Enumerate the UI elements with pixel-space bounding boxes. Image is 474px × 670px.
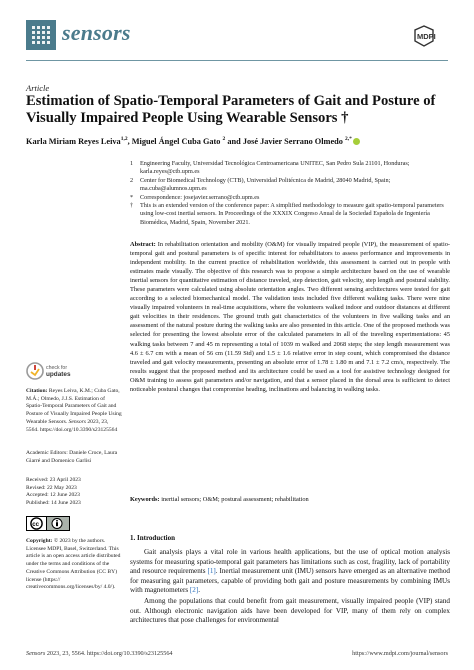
check-label: check for (46, 365, 68, 371)
citation-block (26, 388, 122, 434)
received-date: Received: 23 April 2023 (26, 477, 81, 483)
author-affiliation-mark: 2 (222, 136, 226, 142)
revised-date: Revised: 22 May 2023 (26, 484, 77, 491)
affiliation-mark: † (130, 202, 134, 210)
sensors-logo-icon (26, 20, 56, 50)
paragraph (130, 548, 450, 596)
citation-link[interactable]: [1] (207, 567, 216, 576)
correspondence-text: Correspondence: josejavier.serrano@ctb.upm.es (140, 193, 260, 201)
keywords (130, 495, 450, 504)
copyright-text: © 2023 by the authors. Licensee MDPI, Basel, Switzerland. This article is an open access article distributed under the terms and conditions of the Creative Commons Attribution (CC BY) license (https:// creativecommons.org/licenses/by/ 4.0/). (26, 538, 121, 591)
footer-journal-link[interactable]: https://www.mdpi.com/journal/sensors (352, 650, 448, 657)
footer-journal: Sensors (26, 650, 46, 657)
author-affiliation-mark: 1,2 (120, 136, 128, 142)
mdpi-logo-icon (414, 25, 448, 47)
affiliation-mark: * (130, 193, 134, 201)
published-date: Published: 14 June 2023 (26, 500, 81, 507)
accepted-date: Accepted: 12 June 2023 (26, 492, 80, 499)
journal-header (26, 20, 448, 54)
section-heading: 1. Introduction (130, 534, 175, 542)
author-list (26, 136, 456, 146)
academic-editors: Academic Editors: Daniele Croce, Laura Giarré and Domenico Garlisi (26, 450, 118, 464)
paragraph: Among the populations that could benefit from gait measurement, visually impaired people (VIP) stand out. Although electronic navigation aids have been developed for VIP, many of them rely on complex architectures that pose challenges for environmental (130, 596, 450, 625)
affiliation-mark: 1 (130, 160, 134, 167)
updates-label: updates (46, 371, 71, 378)
author-name: , Miguel Ángel Cuba Gato (127, 136, 221, 146)
affiliation-text: Center for Biomedical Technology (CTB), Universidad Politécnica de Madrid, 28040 Madrid, Spain; ma.cuba@alumnos.upm.es (140, 176, 391, 193)
author-affiliation-mark: 2,* (345, 136, 352, 142)
orcid-icon[interactable] (353, 138, 360, 145)
abstract-label: Abstract: (130, 241, 156, 248)
keywords-label: Keywords: (130, 496, 160, 503)
affiliation-item (130, 194, 450, 202)
author-name: Karla Miriam Reyes Leiva (26, 136, 121, 146)
section-body (130, 548, 450, 627)
affiliation-mark: 2 (130, 176, 134, 184)
paragraph-text: . (198, 586, 201, 595)
affiliation-item (130, 177, 450, 194)
author-name: and José Javier Serrano Olmedo (225, 136, 343, 146)
check-for-updates-icon (26, 362, 44, 380)
svg-text:cc: cc (32, 522, 39, 528)
svg-text:MDPI: MDPI (417, 32, 436, 41)
header-divider (26, 60, 448, 61)
affiliation-item (130, 202, 450, 227)
journal-name: sensors (62, 20, 131, 45)
cc-license-icon[interactable] (26, 516, 70, 531)
conference-note: This is an extended version of the conference paper: A simplified methodology to measure gait spatio-temporal parameters using low-cost inertial sensors. In Proceedings of the XXXIX Congreso Anual de la Sociedad Española de Ingeniería Biomédica, Madrid, Spain, November 2021. (140, 202, 444, 226)
citation-label: Citation: (26, 388, 48, 394)
affiliations (130, 160, 450, 227)
copyright-label: Copyright: (26, 538, 53, 544)
citation-text: Reyes Leiva, K.M.; Cuba Gato, M.Á.; Olmedo, J.J.S. Estimation of Spatio-Temporal Parameters of Gait and Posture of Visually Impaired People Using Wearable Sensors. (26, 388, 122, 425)
paragraph-text: Gait analysis plays a vital role in various health applications, but the use of optical motion analysis systems for measuring spatio-temporal gait parameters has limitations such as cost, fragility, lack of portability and resource requirements (130, 548, 450, 576)
keywords-text: inertial sensors; O&M; postural assessment; rehabilitation (159, 496, 309, 503)
citation-link[interactable]: [2] (189, 586, 199, 595)
abstract-text: In rehabilitation orientation and mobility (O&M) for visually impaired people (VIP), the measurement of spatio-temporal gait and postural parameters is of specific interest for rehabilitators to assess performance and improvements in independent mobility. In the current practice of rehabilitation worldwide, this assessment is carried out in people with estimates made visually. The objective of this research was to propose a simple architecture based on the use of wearable inertial sensors for quantitative estimation of distance traveled, step detection, gait velocity, step length and postural stability. These parameters were calculated using absolute orientation angles. Two different sensing architectures were tested for gait according to a selected biomechanical model. The validation tests included five different walking tasks. There were nine visually impaired volunteers in real-time acquisitions, where the volunteers walked indoor and outdoor distances at different gait velocities in their residences. The ground truth gait characteristics of the volunteers in five walking tasks and an assessment of the natural posture during the walking tasks are also presented in this article. One of the proposed methods was selected for presenting the lowest absolute error of the calculated parameters in all of the traveling experimentations: 45 walking tasks between 7 and 45 m representing a total of 1039 m walked and 2068 steps; the step length measurement was 4.6 ± 6.7 cm with a mean of 56 cm (11.59 Std) and 1.5 ± 1.6 relative error in step count, which compromised the distance traveled and gait velocity measurements, presenting an absolute error of 1.78 ± 1.80 m and 7.1 ± 7.2 cm/s, respectively. The results suggest that the proposed method and its architecture could be used as a tool for assistive technology designed for O&M training to assess gait parameters and/or navigation, and that a sensor placed in the dorsal area is sufficient to detect noticeable postural changes that compromise heading, inclinations and balancing in walking tasks. (130, 241, 450, 393)
page-title: Estimation of Spatio-Temporal Parameters of Gait and Posture of Visually Impaired People Using Wearable Sensors † (26, 93, 436, 126)
article-type: Article (26, 83, 50, 93)
citation-journal: Sensors (68, 418, 86, 425)
footer-citation (26, 650, 173, 657)
citation-doi[interactable]: 2023, 23, 5564. https://doi.org/10.3390/s23125564 (26, 418, 118, 433)
paragraph-text: . Inertial measurement unit (IMU) sensors have emerged as an alternative method for measuring gait parameters, capable of providing both gait and posture measurements by combining IMUs with magnetometers (130, 567, 451, 595)
affiliation-text: Engineering Faculty, Universidad Tecnológica Centroamericana UNITEC, San Pedro Sula 21101, Honduras; karla.reyes@ctb.upm.es (140, 160, 410, 176)
publication-dates (26, 477, 122, 508)
affiliation-item (130, 160, 450, 177)
copyright-notice (26, 538, 124, 592)
check-for-updates-button[interactable] (26, 362, 86, 382)
abstract (130, 240, 450, 394)
footer-doi[interactable]: 2023, 23, 5564. https://doi.org/10.3390/s23125564 (45, 650, 173, 657)
